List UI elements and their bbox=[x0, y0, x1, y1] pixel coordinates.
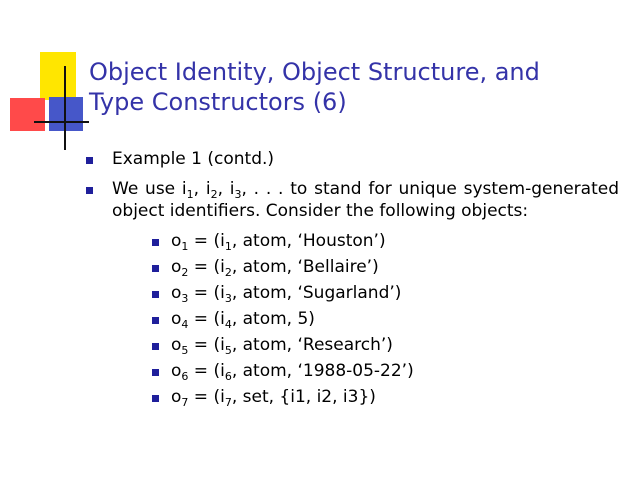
object-equals: = (i bbox=[188, 309, 225, 329]
object-rest: , atom, 5) bbox=[231, 309, 315, 329]
identifier-subscript: 6 bbox=[224, 370, 232, 383]
object-name: o bbox=[171, 387, 182, 407]
square-bullet-icon bbox=[152, 239, 159, 246]
object-equals: = (i bbox=[188, 231, 225, 251]
logo-vertical-line bbox=[64, 66, 66, 150]
object-name: o bbox=[171, 257, 182, 277]
square-bullet-icon bbox=[152, 317, 159, 324]
slide-title bbox=[89, 57, 609, 117]
object-equals: = (i bbox=[188, 361, 225, 381]
object-rest: , atom, ‘Bellaire’) bbox=[231, 257, 379, 277]
object-subscript: 1 bbox=[181, 240, 189, 253]
identifier-subscript: 2 bbox=[224, 266, 232, 279]
object-subscript: 3 bbox=[181, 292, 189, 305]
object-equals: = (i bbox=[188, 283, 225, 303]
identifier-subscript: 1 bbox=[224, 240, 232, 253]
object-equals: = (i bbox=[188, 257, 225, 277]
logo-blue-block bbox=[49, 97, 83, 131]
object-name: o bbox=[171, 335, 182, 355]
logo-horizontal-line bbox=[34, 121, 89, 123]
logo-yellow-block bbox=[40, 52, 76, 100]
object-rest: , atom, ‘1988-05-22’) bbox=[231, 361, 414, 381]
object-subscript: 6 bbox=[181, 370, 189, 383]
subscript: 3 bbox=[234, 188, 242, 201]
object-name: o bbox=[171, 361, 182, 381]
object-item bbox=[74, 308, 619, 334]
slide-title-line-2: Type Constructors (6) bbox=[89, 88, 347, 116]
object-name: o bbox=[171, 231, 182, 251]
square-bullet-icon bbox=[86, 157, 93, 164]
object-item bbox=[74, 334, 619, 360]
identifier-subscript: 7 bbox=[224, 396, 232, 409]
object-item bbox=[74, 256, 619, 282]
object-subscript: 5 bbox=[181, 344, 189, 357]
subscript: 2 bbox=[210, 188, 218, 201]
bullet-text: Example 1 (contd.) bbox=[112, 149, 275, 169]
square-bullet-icon bbox=[152, 369, 159, 376]
object-subscript: 4 bbox=[181, 318, 189, 331]
slide-title-line-1: Object Identity, Object Structure, and bbox=[89, 58, 540, 86]
square-bullet-icon bbox=[152, 265, 159, 272]
identifier-subscript: 4 bbox=[224, 318, 232, 331]
identifier-subscript: 5 bbox=[224, 344, 232, 357]
bullet-text-part: , i bbox=[217, 179, 235, 199]
object-rest: , atom, ‘Research’) bbox=[231, 335, 393, 355]
object-list bbox=[74, 230, 619, 412]
object-rest: , set, {i1, i2, i3}) bbox=[231, 387, 376, 407]
object-rest: , atom, ‘Houston’) bbox=[231, 231, 386, 251]
object-subscript: 2 bbox=[181, 266, 189, 279]
object-item bbox=[74, 360, 619, 386]
object-item bbox=[74, 282, 619, 308]
object-name: o bbox=[171, 283, 182, 303]
logo-red-block bbox=[10, 98, 45, 131]
object-equals: = (i bbox=[188, 387, 225, 407]
bullet-text-part: , . . . to stand for unique system-generated object identifiers. Consider the following objects: bbox=[112, 179, 620, 221]
identifier-subscript: 3 bbox=[224, 292, 232, 305]
square-bullet-icon bbox=[152, 395, 159, 402]
bullet-text-part: , i bbox=[193, 179, 211, 199]
slide-content bbox=[74, 148, 619, 412]
spacer bbox=[74, 170, 619, 178]
bullet-item-identifiers bbox=[74, 178, 619, 222]
bullet-item-example bbox=[74, 148, 619, 170]
bullet-text-part: We use i bbox=[112, 179, 187, 199]
object-rest: , atom, ‘Sugarland’) bbox=[231, 283, 402, 303]
object-item bbox=[74, 230, 619, 256]
square-bullet-icon bbox=[86, 187, 93, 194]
subscript: 1 bbox=[186, 188, 194, 201]
square-bullet-icon bbox=[152, 291, 159, 298]
object-item bbox=[74, 386, 619, 412]
square-bullet-icon bbox=[152, 343, 159, 350]
object-subscript: 7 bbox=[181, 396, 189, 409]
object-name: o bbox=[171, 309, 182, 329]
object-equals: = (i bbox=[188, 335, 225, 355]
